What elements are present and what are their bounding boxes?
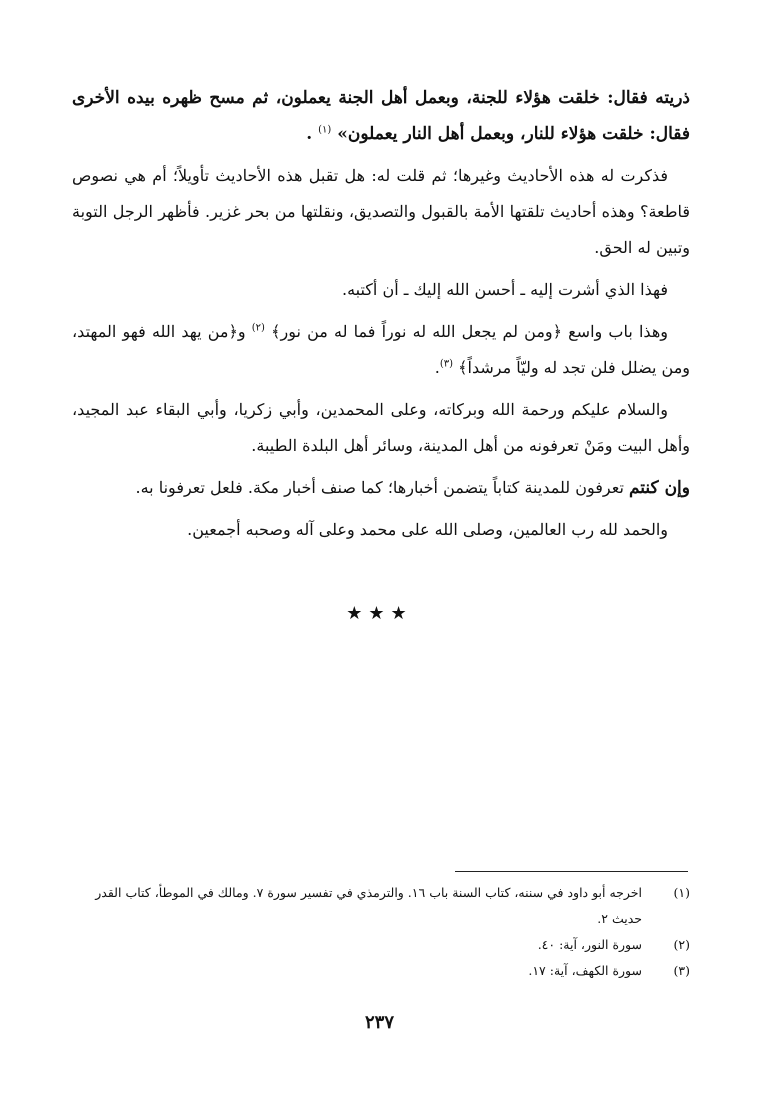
footnote-3 bbox=[72, 958, 690, 984]
footnote-number: (٢) bbox=[673, 937, 690, 952]
paragraph-quran-verses: وهذا باب واسع ﴿ومن لم يجعل الله له نوراً فما له من نور﴾ $^{(٢)}$ و﴿من يهد الله فهو المهتد، ومن يضلل فلن تجد له وليّاً مرشداً﴾ $^{(٣)}$. bbox=[72, 322, 690, 377]
footnote-2 bbox=[72, 932, 690, 958]
paragraph-greetings: والسلام عليكم ورحمة الله وبركاته، وعلى المحمدين، وأبي زكريا، وأبي البقاء عبد المجيد، وأهل البيت ومَنْ تعرفونه من أهل المدينة، وسائر أهل البلدة الطيبة. bbox=[72, 400, 690, 455]
footnote-ref-1: (١) bbox=[318, 124, 332, 136]
footnote-number: (١) bbox=[673, 885, 690, 900]
footnote-text: اخرجه أبو داود في سننه، كتاب السنة باب ١٦. والترمذي في تفسير سورة ٧. ومالك في الموطأ، كتاب القدر حديث ٢. bbox=[95, 885, 642, 926]
page-number: ٢٣٧ bbox=[364, 1012, 394, 1033]
paragraph-request: وإن كنتم تعرفون للمدينة كتاباً يتضمن أخبارها؛ كما صنف أخبار مكة. فلعل تعرفونا به. bbox=[135, 478, 690, 498]
footnote-text: سورة الكهف، آية: ١٧. bbox=[528, 963, 642, 978]
footnotes bbox=[72, 880, 690, 984]
footnote-1 bbox=[72, 880, 690, 932]
hadith-continuation: ذريته فقال: خلقت هؤلاء للجنة، وبعمل أهل الجنة يعملون، ثم مسح ظهره بيده الأخرى فقال: خلقت هؤلاء للنار، وبعمل أهل النار يعملون» $^{(١)}$ . bbox=[72, 88, 690, 144]
footnote-ref-2: (٢) bbox=[251, 322, 265, 334]
paragraph-closing: والحمد لله رب العالمين، وصلى الله على محمد وعلى آله وصحبه أجمعين. bbox=[187, 520, 668, 539]
footnote-rule bbox=[455, 871, 688, 872]
footnote-text: سورة النور، آية: ٤٠. bbox=[537, 937, 642, 952]
footnote-number: (٣) bbox=[673, 963, 690, 978]
paragraph-reference: فهذا الذي أشرت إليه ـ أحسن الله إليك ـ أن أكتبه. bbox=[341, 280, 668, 299]
main-text bbox=[72, 80, 690, 554]
footnote-ref-3: (٣) bbox=[439, 358, 454, 370]
paragraph-interpretation: فذكرت له هذه الأحاديث وغيرها؛ ثم قلت له: هل تقبل هذه الأحاديث تأويلاً؛ أم هي نصوص قاطعة؟ وهذه أحاديث تلقتها الأمة بالقبول والتصديق، ونقلتها من بحر غزير. فأظهر الرجل التوبة وتبين له الحق. bbox=[72, 166, 690, 257]
section-separator: ★★★ bbox=[346, 603, 413, 624]
bold-phrase: وإن كنتم bbox=[628, 478, 690, 498]
